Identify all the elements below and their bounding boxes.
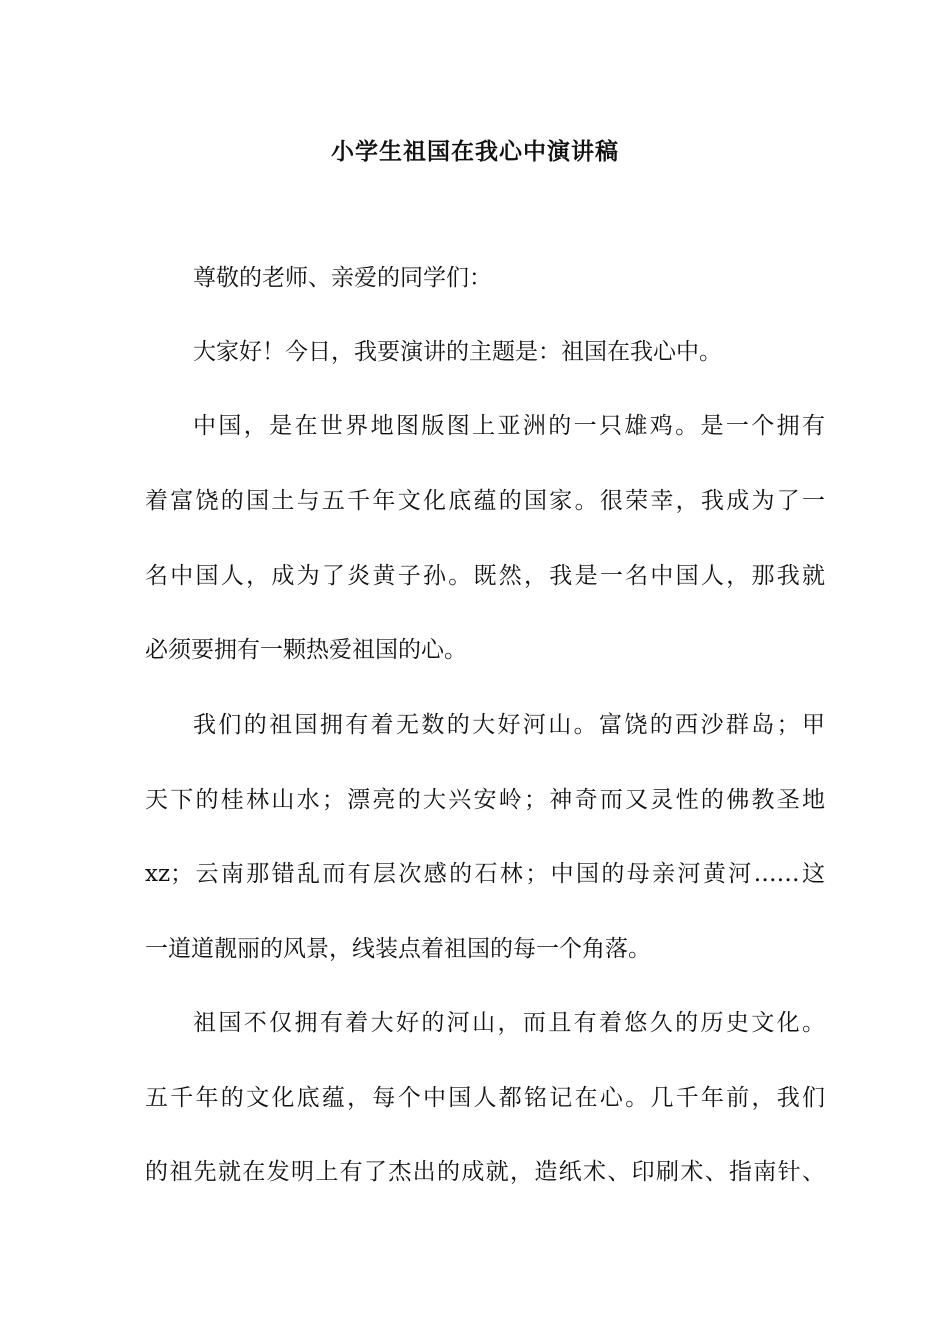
text-line: 着富饶的国土与五千年文化底蕴的国家。很荣幸，我成为了一 xyxy=(145,488,825,514)
text-line-intro: 大家好！今日，我要演讲的主题是：祖国在我心中。 xyxy=(193,339,722,365)
text-line: 的祖先就在发明上有了杰出的成就，造纸术、印刷术、指南针、 xyxy=(145,1159,825,1185)
text-line-greeting: 尊敬的老师、亲爱的同学们： xyxy=(193,265,492,291)
text-line: 名中国人，成为了炎黄子孙。既然，我是一名中国人，那我就 xyxy=(145,563,825,589)
text-line: 五千年的文化底蕴，每个中国人都铭记在心。几千年前，我们 xyxy=(145,1085,825,1111)
text-line: 中国，是在世界地图版图上亚洲的一只雄鸡。是一个拥有 xyxy=(193,413,825,439)
text-line: 一道道靓丽的风景，线装点着祖国的每一个角落。 xyxy=(145,936,651,962)
document-title: 小学生祖国在我心中演讲稿 xyxy=(331,138,619,165)
text-line: 天下的桂林山水；漂亮的大兴安岭；神奇而又灵性的佛教圣地 xyxy=(145,787,825,813)
text-line: 我们的祖国拥有着无数的大好河山。富饶的西沙群岛；甲 xyxy=(193,712,825,738)
text-line: 必须要拥有一颗热爱祖国的心。 xyxy=(145,637,467,663)
text-line: xz；云南那错乱而有层次感的石林；中国的母亲河黄河……这 xyxy=(145,861,825,887)
text-line: 祖国不仅拥有着大好的河山，而且有着悠久的历史文化。 xyxy=(193,1010,825,1036)
